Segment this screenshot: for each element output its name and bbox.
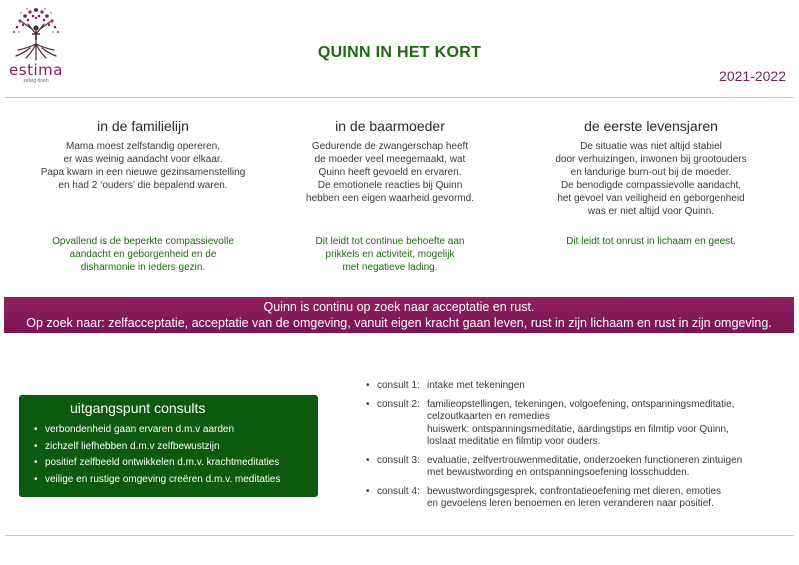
consults-list bbox=[365, 380, 790, 517]
consult-item: • consult 1: intake met tekeningen bbox=[365, 380, 790, 393]
consult-label: consult 3: bbox=[377, 454, 420, 466]
column-body: Mama moest zelfstandig opereren, er was weinig aandacht voor elkaar. Papa kwam in een nieuwe gezinsamenstelling en had 2 ‘ouders’ die bepalend waren. bbox=[40, 141, 246, 191]
list-item: • zichzelf liefhebben d.m.v zelfbewustzijn bbox=[33, 439, 308, 456]
list-item: • verbondenheid gaan ervaren d.m.v aarden bbox=[33, 422, 308, 439]
logo-name: estima bbox=[9, 61, 63, 79]
column-heading: in de familielijn bbox=[97, 118, 189, 134]
consult-label: consult 4: bbox=[377, 485, 420, 497]
uitgangspunt-box bbox=[19, 395, 318, 497]
column-heading: de eerste levensjaren bbox=[584, 118, 718, 134]
column-conclusion: Dit leidt tot continue behoefte aan prikkels en activiteit, mogelijk met negatieve lading. bbox=[315, 236, 465, 273]
consult-item: • consult 3: evaluatie, zelfvertrouwenmeditatie, onderzoeken functioneren zintuigen met bewustwording en ontspanningsoefening losschudden. bbox=[365, 455, 790, 480]
list-item: • veilige en rustige omgeving creëren d.m.v. meditaties bbox=[33, 472, 308, 489]
column-body: De situatie was niet altijd stabiel door verhuizingen, inwonen bij grootouders en landurige burn-out bij de moeder. De benodigde compassievolle aandacht, het gevoel van veiligheid en geborgenheid was er niet altijd voor Quinn. bbox=[555, 141, 747, 217]
consult-item: • consult 2: familieopstellingen, tekeningen, volgoefening, ontspanningsmeditatie, celzoutkaarten en remedies huiswerk: ontspanningsmeditatie, aardingstips en filmtip voor Quinn, loslaat meditatie en filmtip voor ouders. bbox=[365, 399, 790, 449]
column-baarmoeder bbox=[275, 118, 505, 288]
summary-banner bbox=[4, 297, 794, 333]
consult-label: consult 1: bbox=[377, 380, 420, 391]
consult-label: consult 2: bbox=[377, 398, 420, 410]
banner-line-1: Quinn is continu op zoek naar acceptatie en rust. bbox=[263, 300, 535, 314]
list-item: • positief zelfbeeld ontwikkelen d.m.v. krachtmeditaties bbox=[33, 455, 308, 472]
footer-divider bbox=[5, 535, 794, 536]
consult-item: • consult 4: bewustwordingsgesprek, confrontatieoefening met dieren, emoties en gevoelens leren benoemen en leren veranderen naar positief. bbox=[365, 486, 790, 511]
column-levensjaren bbox=[520, 118, 782, 288]
column-body: Gedurende de zwangerschap heeft de moeder veel meegemaakt, wat Quinn heeft gevoeld en ervaren. De emotionele reacties bij Quinn hebben een eigen waarheid gevormd. bbox=[306, 141, 474, 204]
banner-line-2: Op zoek naar: zelfacceptatie, acceptatie van de omgeving, vanuit eigen kracht gaan leven, rust in zijn lichaam en rust in zijn omgeving. bbox=[26, 316, 772, 330]
column-conclusion: Opvallend is de beperkte compassievolle aandacht en geborgenheid en de disharmonie in ieders gezin. bbox=[52, 236, 234, 273]
uitgangspunt-list bbox=[33, 422, 308, 488]
column-conclusion: Dit leidt tot onrust in lichaam en geest. bbox=[566, 236, 736, 247]
column-heading: in de baarmoeder bbox=[335, 118, 445, 134]
logo-tagline: zelvig doen bbox=[23, 78, 49, 84]
header-divider bbox=[5, 97, 794, 98]
uitgangspunt-title: uitgangspunt consults bbox=[70, 400, 206, 416]
school-year: 2021-2022 bbox=[719, 68, 786, 84]
column-familielijn bbox=[28, 118, 258, 288]
page-title: QUINN IN HET KORT bbox=[317, 44, 482, 61]
